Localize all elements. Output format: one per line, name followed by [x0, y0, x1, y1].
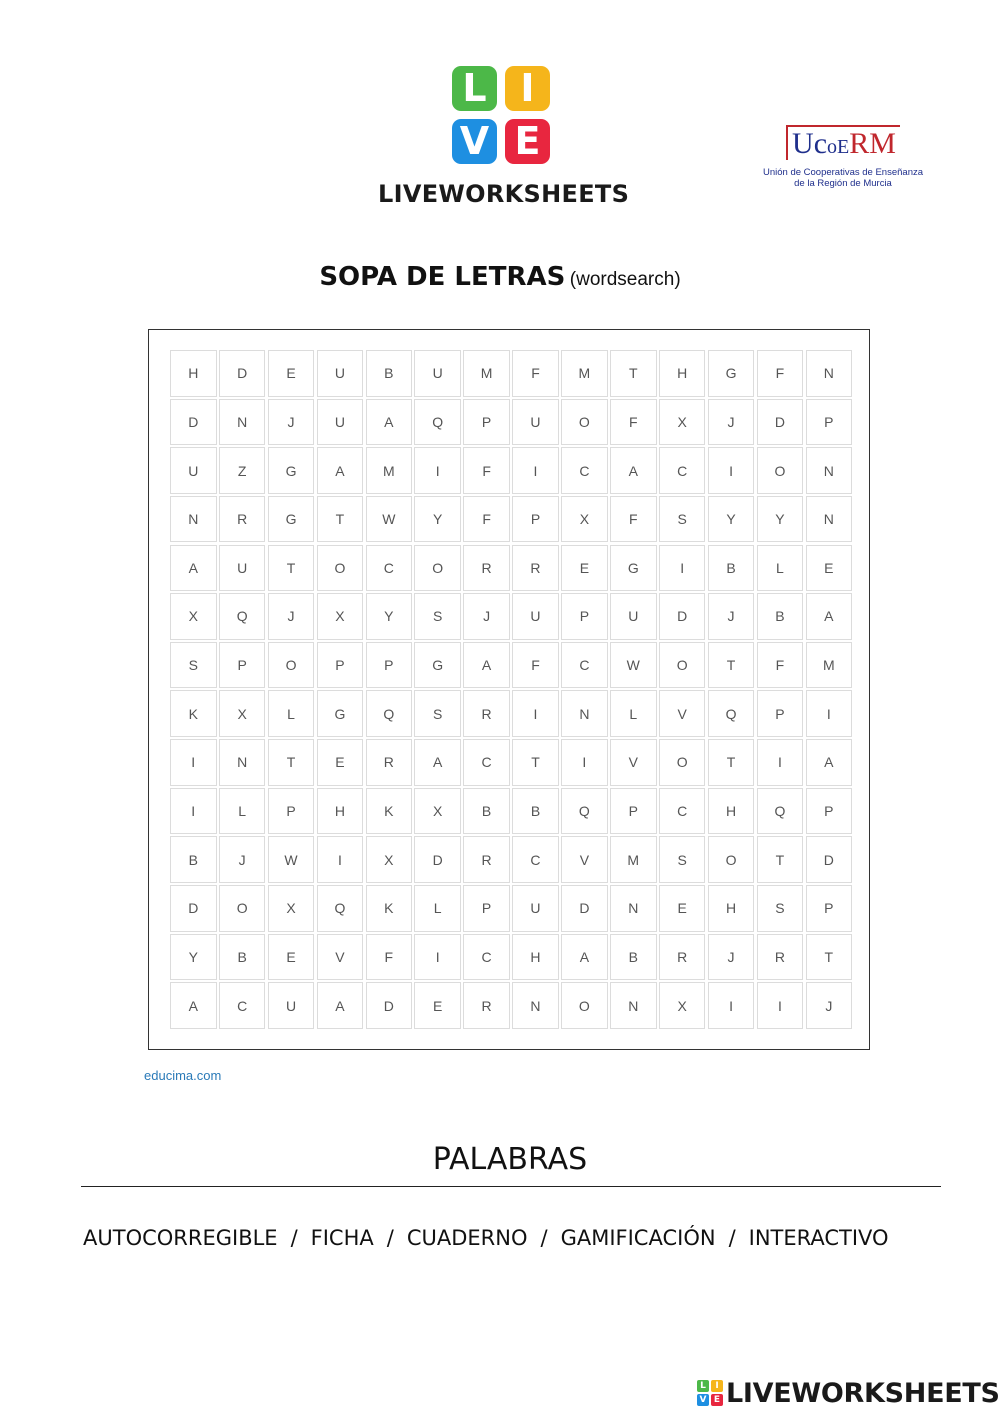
- grid-cell[interactable]: O: [659, 642, 706, 689]
- words-heading: PALABRAS: [432, 1142, 588, 1177]
- grid-cell[interactable]: T: [610, 350, 657, 397]
- grid-cell[interactable]: T: [708, 642, 755, 689]
- word-item: FICHA: [310, 1226, 374, 1250]
- grid-cell[interactable]: G: [268, 447, 315, 494]
- word-separator: /: [386, 1226, 394, 1250]
- grid-cell[interactable]: J: [219, 836, 266, 883]
- grid-cell[interactable]: A: [317, 447, 364, 494]
- grid-cell[interactable]: Y: [170, 934, 217, 981]
- grid-cell[interactable]: N: [806, 496, 853, 543]
- wordsearch-grid: [170, 350, 852, 1029]
- grid-cell[interactable]: P: [268, 788, 315, 835]
- grid-cell[interactable]: V: [317, 934, 364, 981]
- ucoerm-logo: [748, 128, 938, 208]
- word-separator: /: [728, 1226, 736, 1250]
- grid-cell[interactable]: V: [610, 739, 657, 786]
- grid-cell[interactable]: R: [463, 982, 510, 1029]
- ucoerm-mark-oe: oE: [827, 136, 850, 158]
- grid-cell[interactable]: A: [806, 593, 853, 640]
- grid-cell[interactable]: M: [463, 350, 510, 397]
- divider: [81, 1186, 941, 1187]
- grid-cell[interactable]: H: [659, 350, 706, 397]
- grid-cell[interactable]: N: [806, 447, 853, 494]
- grid-cell[interactable]: R: [512, 545, 559, 592]
- grid-cell[interactable]: V: [659, 690, 706, 737]
- grid-cell[interactable]: A: [170, 982, 217, 1029]
- source-link[interactable]: educima.com: [144, 1068, 222, 1083]
- grid-cell[interactable]: R: [659, 934, 706, 981]
- grid-cell[interactable]: T: [806, 934, 853, 981]
- grid-cell[interactable]: F: [610, 496, 657, 543]
- grid-cell[interactable]: W: [610, 642, 657, 689]
- grid-cell[interactable]: N: [170, 496, 217, 543]
- grid-cell[interactable]: P: [806, 399, 853, 446]
- grid-cell[interactable]: C: [659, 788, 706, 835]
- grid-cell[interactable]: I: [512, 690, 559, 737]
- word-item: INTERACTIVO: [748, 1226, 889, 1250]
- grid-cell[interactable]: Z: [219, 447, 266, 494]
- grid-cell[interactable]: A: [317, 982, 364, 1029]
- ucoerm-mark: [748, 128, 938, 163]
- grid-cell[interactable]: I: [806, 690, 853, 737]
- grid-cell[interactable]: H: [170, 350, 217, 397]
- grid-cell[interactable]: P: [757, 690, 804, 737]
- logo-tile-i: I: [505, 66, 550, 111]
- grid-cell[interactable]: X: [170, 593, 217, 640]
- grid-cell[interactable]: U: [512, 593, 559, 640]
- grid-cell[interactable]: D: [659, 593, 706, 640]
- grid-cell[interactable]: W: [366, 496, 413, 543]
- footer-tile-l: L: [697, 1380, 709, 1392]
- grid-cell[interactable]: L: [219, 788, 266, 835]
- grid-cell[interactable]: N: [219, 399, 266, 446]
- grid-cell[interactable]: B: [219, 934, 266, 981]
- grid-cell[interactable]: T: [268, 545, 315, 592]
- grid-cell[interactable]: Q: [757, 788, 804, 835]
- grid-cell[interactable]: F: [610, 399, 657, 446]
- grid-cell[interactable]: I: [317, 836, 364, 883]
- grid-cell[interactable]: B: [512, 788, 559, 835]
- word-list: [83, 1226, 963, 1250]
- grid-cell[interactable]: R: [366, 739, 413, 786]
- grid-cell[interactable]: U: [610, 593, 657, 640]
- grid-cell[interactable]: P: [463, 399, 510, 446]
- grid-cell[interactable]: G: [414, 642, 461, 689]
- word-separator: /: [290, 1226, 298, 1250]
- grid-cell[interactable]: C: [219, 982, 266, 1029]
- ucoerm-mark-rm: RM: [849, 127, 896, 160]
- grid-cell[interactable]: F: [463, 447, 510, 494]
- grid-cell[interactable]: Q: [561, 788, 608, 835]
- grid-cell[interactable]: I: [414, 447, 461, 494]
- grid-cell[interactable]: C: [366, 545, 413, 592]
- grid-cell[interactable]: M: [610, 836, 657, 883]
- grid-cell[interactable]: D: [757, 399, 804, 446]
- grid-cell[interactable]: P: [512, 496, 559, 543]
- ucoerm-name-line2: de la Región de Murcia: [794, 178, 892, 189]
- grid-cell[interactable]: X: [561, 496, 608, 543]
- grid-cell[interactable]: B: [708, 545, 755, 592]
- grid-cell[interactable]: C: [561, 642, 608, 689]
- grid-cell[interactable]: M: [561, 350, 608, 397]
- grid-cell[interactable]: T: [757, 836, 804, 883]
- grid-cell[interactable]: B: [366, 350, 413, 397]
- grid-cell[interactable]: U: [317, 350, 364, 397]
- grid-cell[interactable]: S: [757, 885, 804, 932]
- grid-cell[interactable]: X: [268, 885, 315, 932]
- grid-cell[interactable]: J: [268, 399, 315, 446]
- grid-cell[interactable]: T: [317, 496, 364, 543]
- grid-cell[interactable]: C: [659, 447, 706, 494]
- grid-cell[interactable]: I: [170, 788, 217, 835]
- grid-cell[interactable]: X: [219, 690, 266, 737]
- grid-cell[interactable]: O: [659, 739, 706, 786]
- grid-cell[interactable]: W: [268, 836, 315, 883]
- grid-cell[interactable]: X: [317, 593, 364, 640]
- grid-cell[interactable]: S: [659, 836, 706, 883]
- grid-cell[interactable]: I: [757, 739, 804, 786]
- grid-cell[interactable]: V: [561, 836, 608, 883]
- grid-cell[interactable]: D: [170, 399, 217, 446]
- grid-cell[interactable]: P: [806, 788, 853, 835]
- grid-cell[interactable]: R: [463, 690, 510, 737]
- grid-cell[interactable]: E: [268, 934, 315, 981]
- grid-cell[interactable]: F: [512, 642, 559, 689]
- grid-cell[interactable]: N: [610, 982, 657, 1029]
- grid-cell[interactable]: N: [806, 350, 853, 397]
- grid-cell[interactable]: A: [561, 934, 608, 981]
- grid-cell[interactable]: P: [561, 593, 608, 640]
- grid-cell[interactable]: D: [806, 836, 853, 883]
- grid-cell[interactable]: X: [659, 399, 706, 446]
- grid-cell[interactable]: K: [366, 885, 413, 932]
- grid-cell[interactable]: C: [512, 836, 559, 883]
- footer-wordmark: LIVEWORKSHEETS: [726, 1377, 1000, 1409]
- grid-cell[interactable]: D: [561, 885, 608, 932]
- grid-cell[interactable]: U: [219, 545, 266, 592]
- grid-cell[interactable]: S: [659, 496, 706, 543]
- logo-tile-l: L: [452, 66, 497, 111]
- grid-cell[interactable]: Y: [708, 496, 755, 543]
- ucoerm-mark-u: Uc: [792, 127, 828, 160]
- grid-cell[interactable]: L: [268, 690, 315, 737]
- grid-cell[interactable]: I: [414, 934, 461, 981]
- grid-cell[interactable]: F: [366, 934, 413, 981]
- grid-cell[interactable]: A: [170, 545, 217, 592]
- grid-cell[interactable]: U: [317, 399, 364, 446]
- grid-cell[interactable]: L: [757, 545, 804, 592]
- word-separator: /: [540, 1226, 548, 1250]
- grid-cell[interactable]: J: [463, 593, 510, 640]
- grid-cell[interactable]: O: [561, 982, 608, 1029]
- grid-cell[interactable]: C: [463, 739, 510, 786]
- grid-cell[interactable]: I: [708, 982, 755, 1029]
- ucoerm-mark-frame: [786, 125, 900, 160]
- grid-cell[interactable]: L: [414, 885, 461, 932]
- grid-cell[interactable]: M: [806, 642, 853, 689]
- grid-cell[interactable]: Y: [366, 593, 413, 640]
- grid-cell[interactable]: I: [659, 545, 706, 592]
- grid-cell[interactable]: C: [463, 934, 510, 981]
- grid-cell[interactable]: H: [512, 934, 559, 981]
- grid-cell[interactable]: X: [366, 836, 413, 883]
- grid-cell[interactable]: H: [708, 788, 755, 835]
- grid-cell[interactable]: T: [512, 739, 559, 786]
- grid-cell[interactable]: O: [757, 447, 804, 494]
- grid-cell[interactable]: O: [414, 545, 461, 592]
- footer-brand: [697, 1376, 1000, 1410]
- grid-cell[interactable]: B: [170, 836, 217, 883]
- grid-cell[interactable]: G: [708, 350, 755, 397]
- word-item: CUADERNO: [406, 1226, 528, 1250]
- grid-cell[interactable]: J: [268, 593, 315, 640]
- grid-cell[interactable]: A: [463, 642, 510, 689]
- grid-cell[interactable]: I: [757, 982, 804, 1029]
- grid-cell[interactable]: S: [414, 593, 461, 640]
- grid-cell[interactable]: S: [170, 642, 217, 689]
- grid-cell[interactable]: N: [512, 982, 559, 1029]
- grid-cell[interactable]: G: [268, 496, 315, 543]
- page-title: [0, 262, 1000, 292]
- footer-logo-tiles: [697, 1380, 723, 1406]
- logo-wordmark: LIVEWORKSHEETS: [378, 180, 630, 208]
- grid-cell[interactable]: I: [708, 447, 755, 494]
- grid-cell[interactable]: M: [366, 447, 413, 494]
- grid-cell[interactable]: Q: [219, 593, 266, 640]
- word-item: AUTOCORREGIBLE: [83, 1226, 278, 1250]
- footer-tile-v: V: [697, 1394, 709, 1406]
- grid-cell[interactable]: O: [708, 836, 755, 883]
- grid-cell[interactable]: P: [219, 642, 266, 689]
- grid-cell[interactable]: P: [463, 885, 510, 932]
- grid-cell[interactable]: X: [659, 982, 706, 1029]
- grid-cell[interactable]: F: [757, 350, 804, 397]
- grid-cell[interactable]: P: [366, 642, 413, 689]
- grid-cell[interactable]: R: [463, 545, 510, 592]
- grid-cell[interactable]: J: [806, 982, 853, 1029]
- grid-cell[interactable]: A: [610, 447, 657, 494]
- grid-cell[interactable]: U: [414, 350, 461, 397]
- grid-cell[interactable]: E: [659, 885, 706, 932]
- grid-cell[interactable]: Q: [366, 690, 413, 737]
- grid-cell[interactable]: N: [610, 885, 657, 932]
- logo-tile-e: E: [505, 119, 550, 164]
- grid-cell[interactable]: F: [463, 496, 510, 543]
- grid-cell[interactable]: R: [219, 496, 266, 543]
- grid-cell[interactable]: H: [317, 788, 364, 835]
- grid-cell[interactable]: I: [512, 447, 559, 494]
- grid-cell[interactable]: P: [610, 788, 657, 835]
- grid-cell[interactable]: T: [268, 739, 315, 786]
- grid-cell[interactable]: O: [268, 642, 315, 689]
- grid-cell[interactable]: D: [219, 350, 266, 397]
- grid-cell[interactable]: O: [317, 545, 364, 592]
- grid-cell[interactable]: D: [366, 982, 413, 1029]
- grid-cell[interactable]: E: [806, 545, 853, 592]
- grid-cell[interactable]: U: [268, 982, 315, 1029]
- grid-cell[interactable]: D: [414, 836, 461, 883]
- grid-cell[interactable]: Q: [317, 885, 364, 932]
- grid-cell[interactable]: A: [414, 739, 461, 786]
- grid-cell[interactable]: R: [463, 836, 510, 883]
- grid-cell[interactable]: A: [806, 739, 853, 786]
- grid-cell[interactable]: A: [366, 399, 413, 446]
- grid-cell[interactable]: S: [414, 690, 461, 737]
- grid-cell[interactable]: Y: [414, 496, 461, 543]
- grid-cell[interactable]: Q: [414, 399, 461, 446]
- grid-cell[interactable]: T: [708, 739, 755, 786]
- grid-cell[interactable]: H: [708, 885, 755, 932]
- grid-cell[interactable]: D: [170, 885, 217, 932]
- grid-cell[interactable]: U: [170, 447, 217, 494]
- grid-cell[interactable]: X: [414, 788, 461, 835]
- grid-cell[interactable]: K: [366, 788, 413, 835]
- grid-cell[interactable]: I: [170, 739, 217, 786]
- grid-cell[interactable]: J: [708, 934, 755, 981]
- grid-cell[interactable]: I: [561, 739, 608, 786]
- grid-cell[interactable]: E: [414, 982, 461, 1029]
- grid-cell[interactable]: B: [610, 934, 657, 981]
- grid-cell[interactable]: E: [268, 350, 315, 397]
- word-item: GAMIFICACIÓN: [560, 1226, 716, 1250]
- grid-cell[interactable]: R: [757, 934, 804, 981]
- grid-cell[interactable]: Y: [757, 496, 804, 543]
- grid-cell[interactable]: N: [561, 690, 608, 737]
- grid-cell[interactable]: F: [757, 642, 804, 689]
- footer-tile-i: I: [711, 1380, 723, 1392]
- ucoerm-name: [748, 167, 938, 189]
- grid-cell[interactable]: O: [561, 399, 608, 446]
- grid-cell[interactable]: P: [317, 642, 364, 689]
- footer-tile-e: E: [711, 1394, 723, 1406]
- grid-cell[interactable]: K: [170, 690, 217, 737]
- grid-cell[interactable]: J: [708, 399, 755, 446]
- grid-cell[interactable]: F: [512, 350, 559, 397]
- grid-cell[interactable]: E: [317, 739, 364, 786]
- logo-tile-v: V: [452, 119, 497, 164]
- grid-cell[interactable]: B: [463, 788, 510, 835]
- grid-cell[interactable]: L: [610, 690, 657, 737]
- grid-cell[interactable]: G: [610, 545, 657, 592]
- title-subtitle: (wordsearch): [569, 269, 681, 290]
- grid-cell[interactable]: U: [512, 885, 559, 932]
- grid-cell[interactable]: Q: [708, 690, 755, 737]
- grid-cell[interactable]: O: [219, 885, 266, 932]
- grid-cell[interactable]: J: [708, 593, 755, 640]
- title-main: SOPA DE LETRAS: [319, 262, 566, 292]
- grid-cell[interactable]: N: [219, 739, 266, 786]
- grid-cell[interactable]: U: [512, 399, 559, 446]
- liveworksheets-logo: [378, 64, 628, 209]
- grid-cell[interactable]: E: [561, 545, 608, 592]
- grid-cell[interactable]: G: [317, 690, 364, 737]
- grid-cell[interactable]: B: [757, 593, 804, 640]
- ucoerm-name-line1: Unión de Cooperativas de Enseñanza: [762, 167, 924, 178]
- grid-cell[interactable]: P: [806, 885, 853, 932]
- grid-cell[interactable]: C: [561, 447, 608, 494]
